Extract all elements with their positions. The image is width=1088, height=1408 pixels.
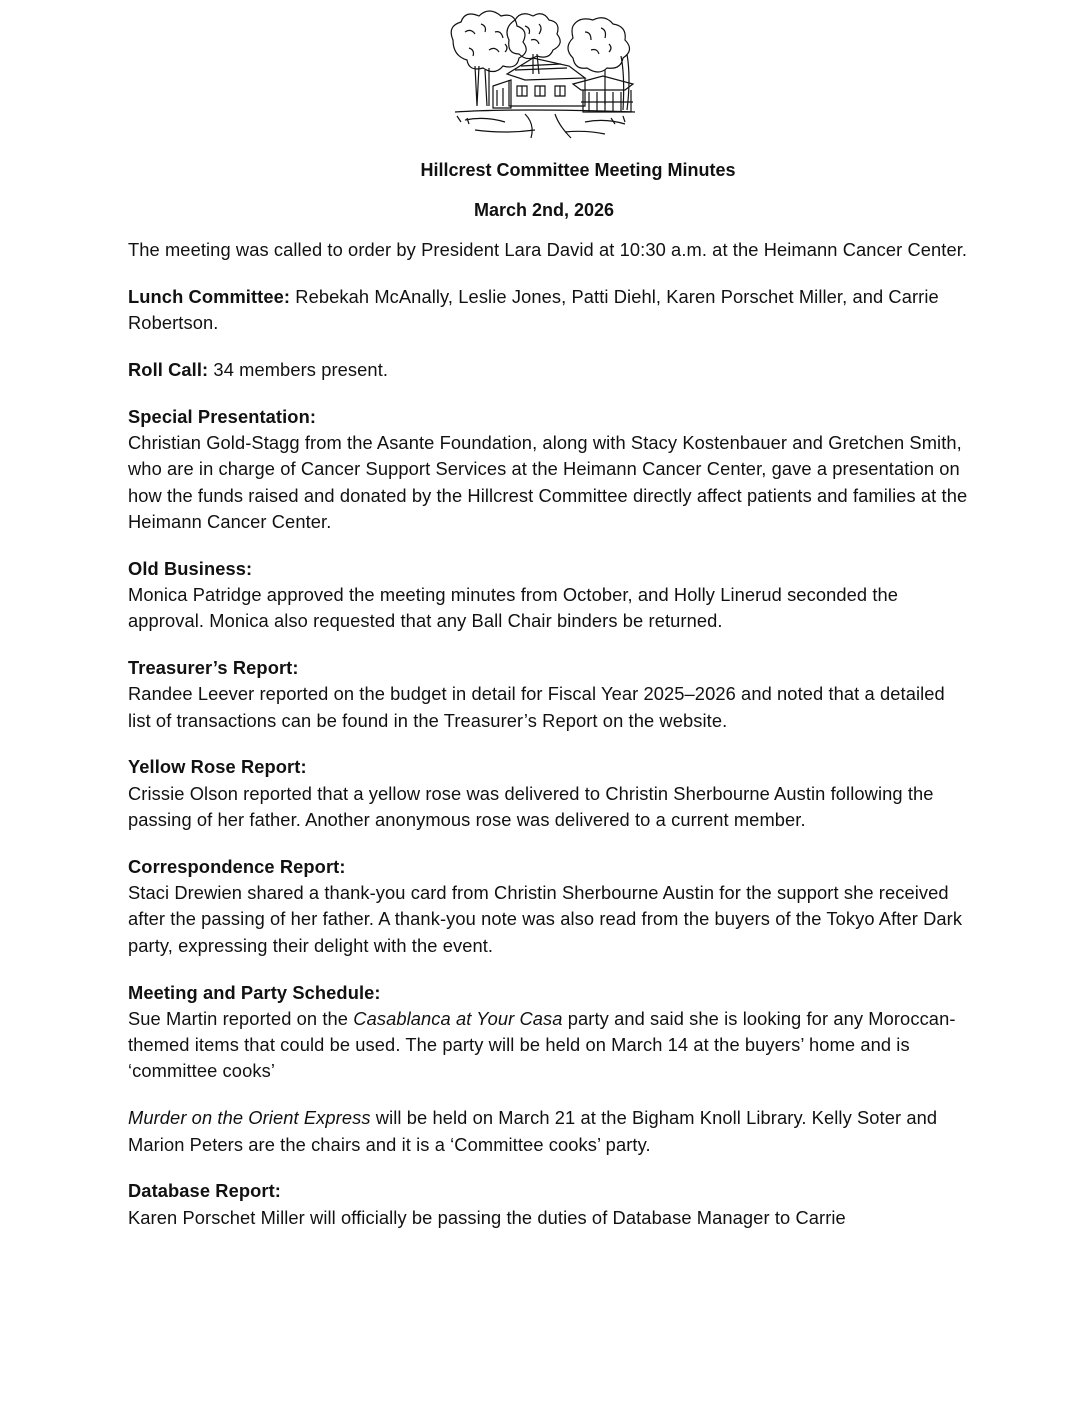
section-database-report xyxy=(128,1178,968,1231)
section-yellow-rose-report xyxy=(128,754,968,833)
schedule-text-after: party and said she is looking for any Moroccan-themed items that could be used. The party will be held on March 14 at the buyers’ home and is ‘committee cooks’ xyxy=(128,1007,956,1082)
hillcrest-house-logo xyxy=(445,10,645,142)
lunch-committee-text: Rebekah McAnally, Leslie Jones, Patti Diehl, Karen Porschet Miller, and Carrie Robertson. xyxy=(128,285,939,334)
schedule-orient-express xyxy=(128,1105,968,1158)
section-heading: Treasurer’s Report: xyxy=(128,657,299,679)
section-heading: Database Report: xyxy=(128,1180,281,1202)
section-body: Staci Drewien shared a thank-you card from Christin Sherbourne Austin for the support she received after the passing of her father. A thank-you note was also read from the buyers of the Tokyo After Dark party, expressing their delight with the event. xyxy=(128,882,963,956)
minutes-body xyxy=(128,237,968,1251)
section-treasurers-report xyxy=(128,655,968,734)
section-body: Karen Porschet Miller will officially be passing the duties of Database Manager to Carrie xyxy=(128,1206,846,1228)
section-old-business xyxy=(128,556,968,635)
section-heading: Correspondence Report: xyxy=(128,855,346,877)
section-body: Christian Gold-Stagg from the Asante Foundation, along with Stacy Kostenbauer and Gretchen Smith, who are in charge of Cancer Support Services at the Heimann Cancer Center, gave a presentation on how the funds raised and donated by the Hillcrest Committee directly affect patients and families at the Heimann Cancer Center. xyxy=(128,431,968,532)
lunch-committee-label: Lunch Committee: xyxy=(128,285,291,307)
roll-call xyxy=(128,357,968,383)
document-title: Hillcrest Committee Meeting Minutes xyxy=(420,160,736,180)
intro-paragraph: The meeting was called to order by President Lara David at 10:30 a.m. at the Heimann Cancer Center. xyxy=(128,239,968,260)
section-body: Randee Leever reported on the budget in detail for Fiscal Year 2025–2026 and noted that a detailed list of transactions can be found in the Treasurer’s Report on the website. xyxy=(128,683,945,731)
meeting-date: March 2nd, 2026 xyxy=(473,200,615,220)
section-heading: Meeting and Party Schedule: xyxy=(128,981,381,1003)
section-correspondence-report xyxy=(128,854,968,959)
section-body: Monica Patridge approved the meeting minutes from October, and Holly Linerud seconded the approval. Monica also requested that any Ball Chair binders be returned. xyxy=(128,583,899,632)
roll-call-text: 34 members present. xyxy=(213,358,389,380)
party-name-orient-express: Murder on the Orient Express xyxy=(128,1107,371,1129)
section-meeting-party-schedule xyxy=(128,980,968,1085)
document-header xyxy=(0,158,1088,222)
section-special-presentation xyxy=(128,404,968,535)
schedule-orient-express-text: will be held on March 21 at the Bigham Knoll Library. Kelly Soter and Marion Peters are the chairs and it is a ‘Committee cooks’ party. xyxy=(128,1107,938,1155)
roll-call-label: Roll Call: xyxy=(128,358,209,380)
section-heading: Yellow Rose Report: xyxy=(128,756,307,778)
section-body: Crissie Olson reported that a yellow rose was delivered to Christin Sherbourne Austin following the passing of her father. Another anonymous rose was delivered to a current member. xyxy=(128,782,934,831)
lunch-committee xyxy=(128,284,968,337)
schedule-text-before: Sue Martin reported on the xyxy=(128,1007,354,1029)
section-heading: Special Presentation: xyxy=(128,405,317,427)
party-name-casablanca: Casablanca at Your Casa xyxy=(353,1007,563,1029)
section-heading: Old Business: xyxy=(128,557,253,579)
